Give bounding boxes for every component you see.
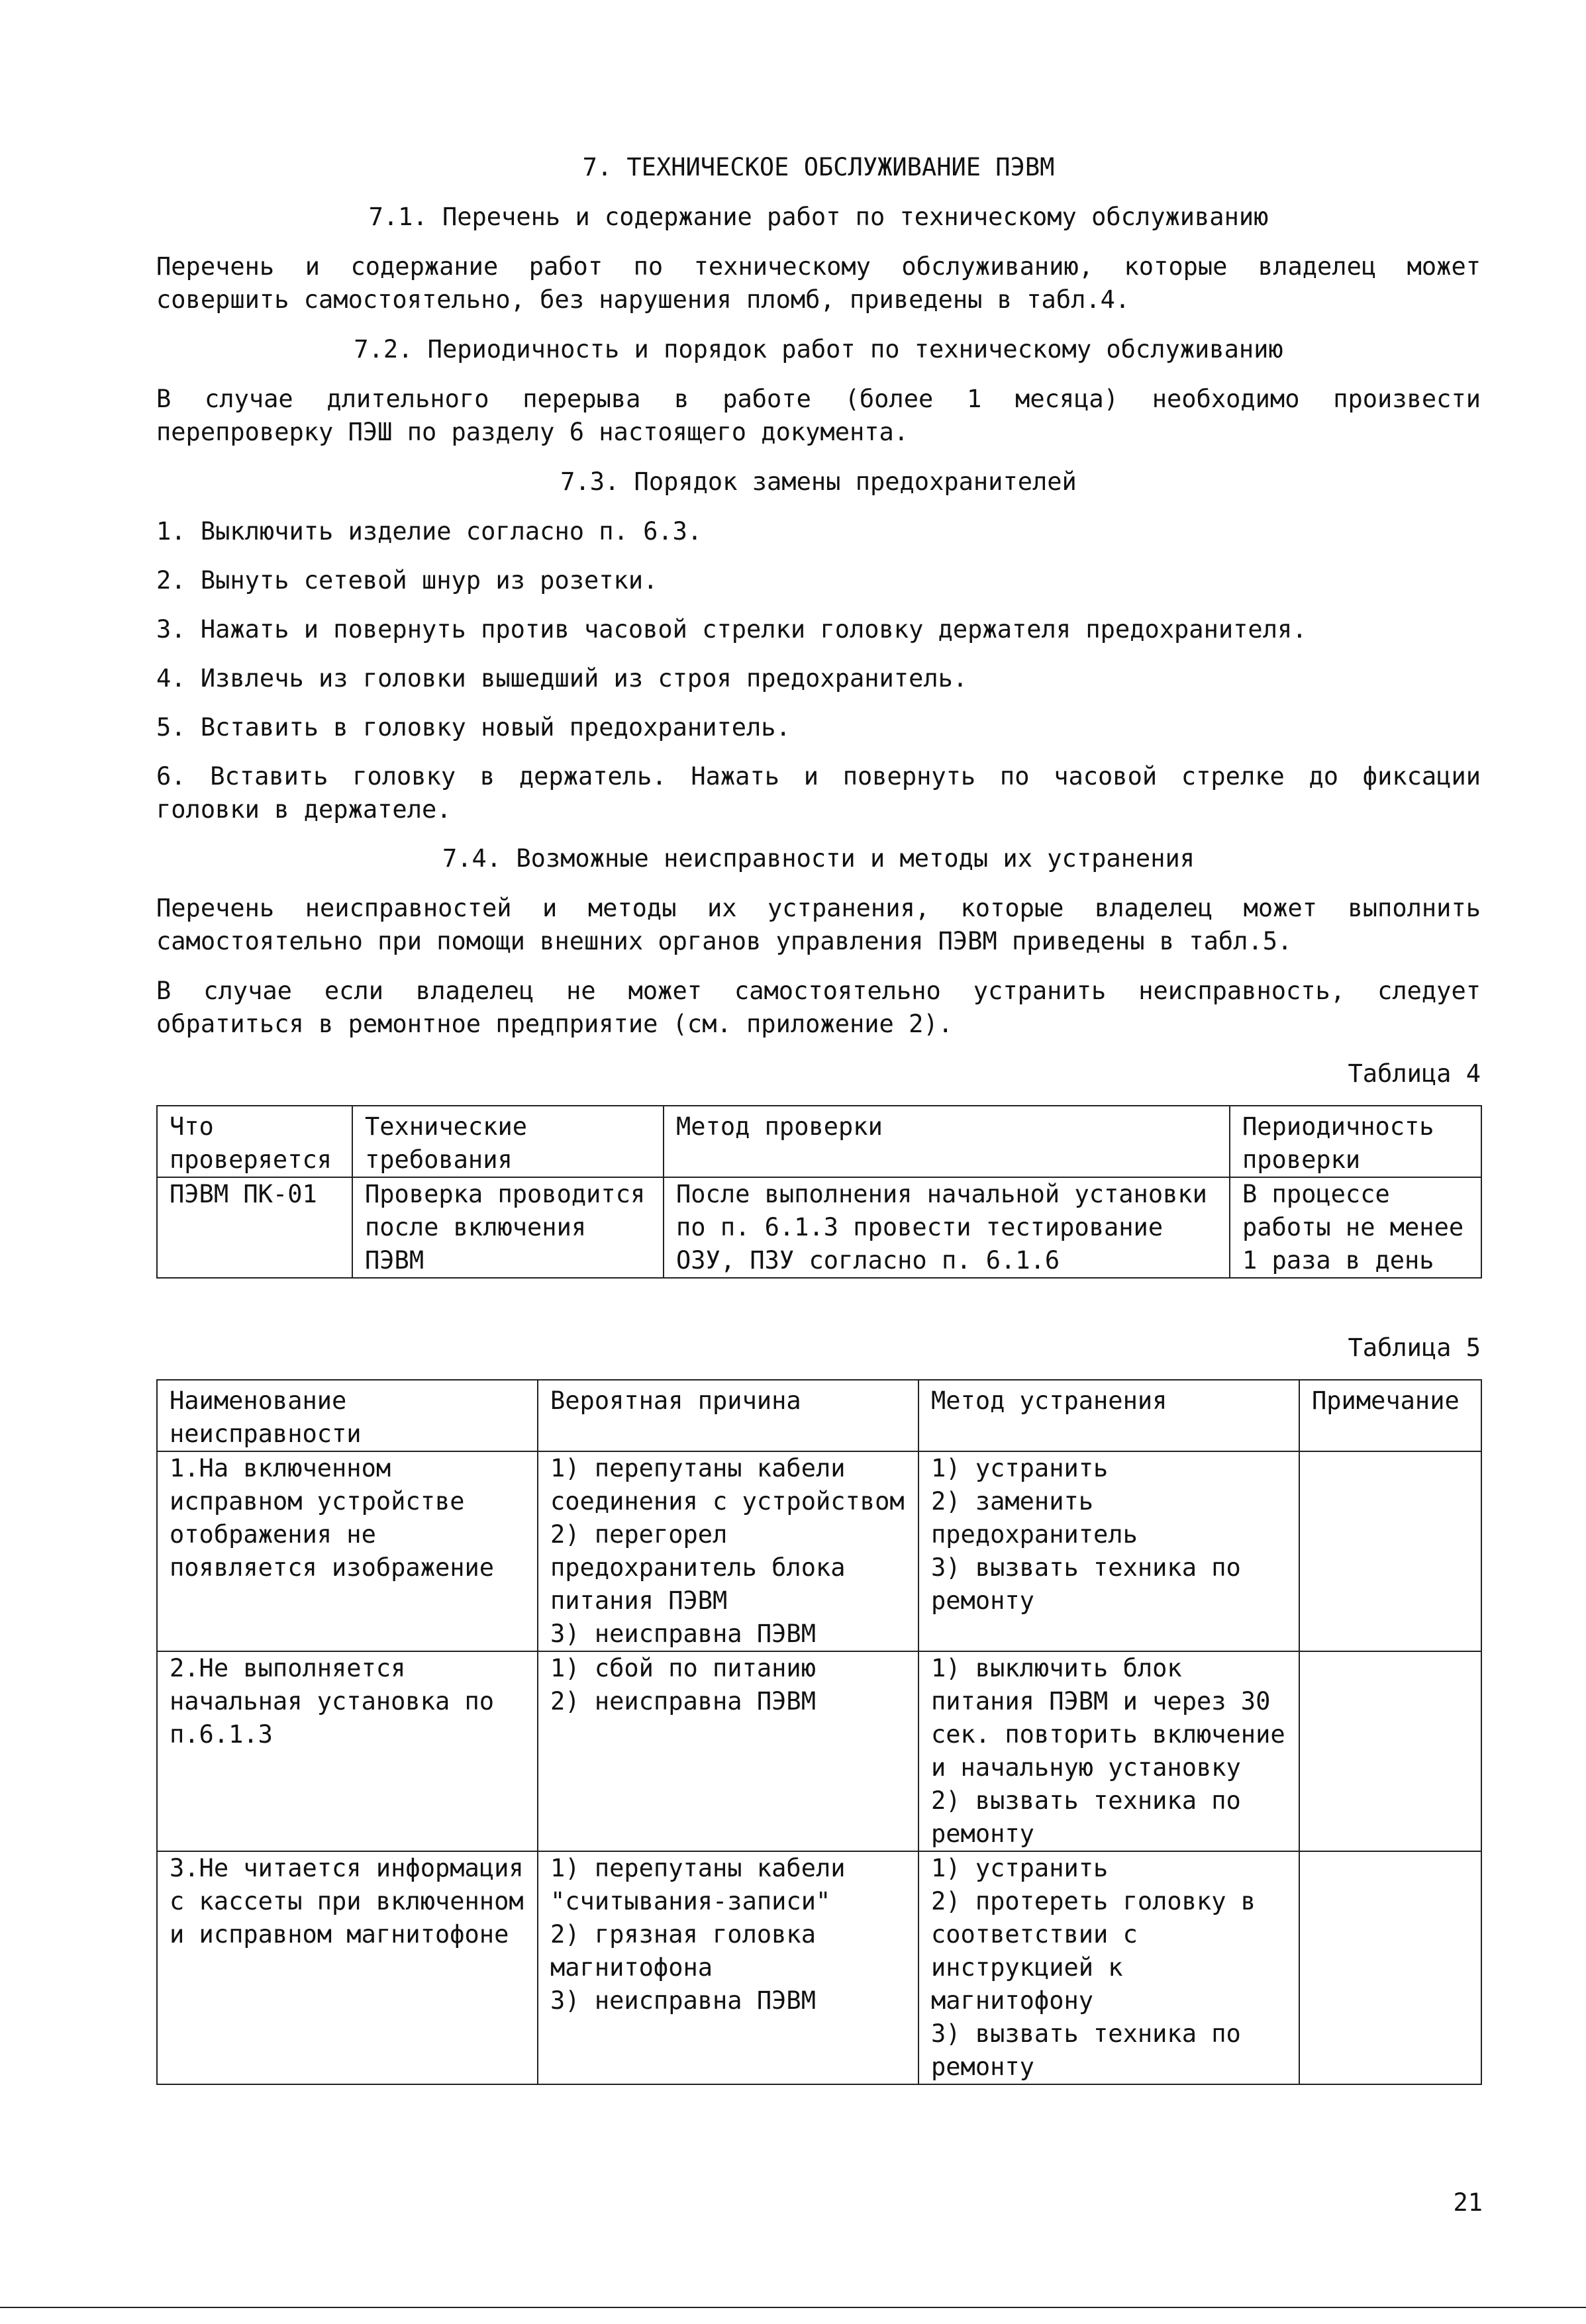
page-number: 21 [1453,2188,1483,2217]
table-header-row [157,1380,1481,1451]
table-header-cell: Метод устранения [918,1380,1299,1451]
subsection-7-1-text: Перечень и содержание работ по техническому обслуживанию, которые владелец может совершить самостоятельно, без нарушения пломб, приведены в табл.4. [156,252,1481,314]
table-5-caption: Таблица 5 [1348,1333,1481,1362]
table-cell: 1) устранить 2) заменить предохранитель 3) вызвать техника по ремонту [918,1451,1299,1651]
table-row [157,1651,1481,1851]
subsection-7-4-text-1: Перечень неисправностей и методы их устранения, которые владелец может выполнить самостоятельно при помощи внешних органов управления ПЭВМ приведены в табл.5. [156,894,1481,955]
table-cell: 3.Не читается информация с кассеты при включенном и исправном магнитофоне [157,1851,538,2084]
table-cell: 1) перепутаны кабели соединения с устройством 2) перегорел предохранитель блока питания ПЭВМ 3) неисправна ПЭВМ [538,1451,918,1651]
table-row [157,1451,1481,1651]
table-cell: 1) сбой по питанию 2) неисправна ПЭВМ [538,1651,918,1851]
table-header-cell: Наименование неисправности [157,1380,538,1451]
subsection-7-4-title: 7.4. Возможные неисправности и методы их устранения [442,844,1195,873]
subsection-7-1-title: 7.1. Перечень и содержание работ по техническому обслуживанию [368,203,1269,231]
subsection-7-2-text: В случае длительного перерыва в работе (более 1 месяца) необходимо произвести перепроверку ПЭШ по разделу 6 настоящего документа. [156,385,1481,446]
table-header-cell: Что проверяется [157,1106,352,1177]
table-row [157,1851,1481,2084]
section-title: 7. ТЕХНИЧЕСКОЕ ОБСЛУЖИВАНИЕ ПЭВМ [582,153,1055,181]
table-row [157,1177,1481,1278]
table-header-cell: Вероятная причина [538,1380,918,1451]
step-item: 3. Нажать и повернуть против часовой стрелки головку держателя предохранителя. [156,615,1307,644]
table-cell: ПЭВМ ПК-01 [157,1177,352,1278]
table-cell [1299,1651,1481,1851]
step-item: 1. Выключить изделие согласно п. 6.3. [156,517,703,546]
step-item: 5. Вставить в головку новый предохранитель. [156,713,791,742]
table-cell: Проверка проводится после включения ПЭВМ [352,1177,664,1278]
bottom-divider [0,2307,1586,2308]
document-page [156,151,1481,2085]
table-5 [156,1379,1482,2085]
table-header-cell: Периодичность проверки [1230,1106,1481,1177]
table-header-cell: Примечание [1299,1380,1481,1451]
table-4-caption: Таблица 4 [1348,1059,1481,1088]
subsection-7-2-title: 7.2. Периодичность и порядок работ по техническому обслуживанию [354,335,1283,363]
table-cell [1299,1851,1481,2084]
table-cell: После выполнения начальной установки по п. 6.1.3 провести тестирование ОЗУ, ПЗУ согласно п. 6.1.6 [664,1177,1230,1278]
table-header-cell: Метод проверки [664,1106,1230,1177]
table-cell: В процессе работы не менее 1 раза в день [1230,1177,1481,1278]
step-item: 6. Вставить головку в держатель. Нажать и повернуть по часовой стрелке до фиксации головки в держателе. [156,762,1481,824]
table-cell: 1) устранить 2) протереть головку в соответствии с инструкцией к магнитофону 3) вызвать техника по ремонту [918,1851,1299,2084]
table-cell [1299,1451,1481,1651]
step-item: 4. Извлечь из головки вышедший из строя предохранитель. [156,664,968,693]
subsection-7-4-text-2: В случае если владелец не может самостоятельно устранить неисправность, следует обратиться в ремонтное предприятие (см. приложение 2). [156,977,1481,1038]
subsection-7-3-title: 7.3. Порядок замены предохранителей [560,467,1077,496]
step-item: 2. Вынуть сетевой шнур из розетки. [156,566,658,595]
table-cell: 1) выключить блок питания ПЭВМ и через 30 сек. повторить включение и начальную установку 2) вызвать техника по ремонту [918,1651,1299,1851]
table-4 [156,1105,1482,1279]
table-cell: 1.На включенном исправном устройстве отображения не появляется изображение [157,1451,538,1651]
table-cell: 1) перепутаны кабели "считывания-записи" 2) грязная головка магнитофона 3) неисправна ПЭВМ [538,1851,918,2084]
table-cell: 2.Не выполняется начальная установка по п.6.1.3 [157,1651,538,1851]
table-header-cell: Технические требования [352,1106,664,1177]
table-header-row [157,1106,1481,1177]
